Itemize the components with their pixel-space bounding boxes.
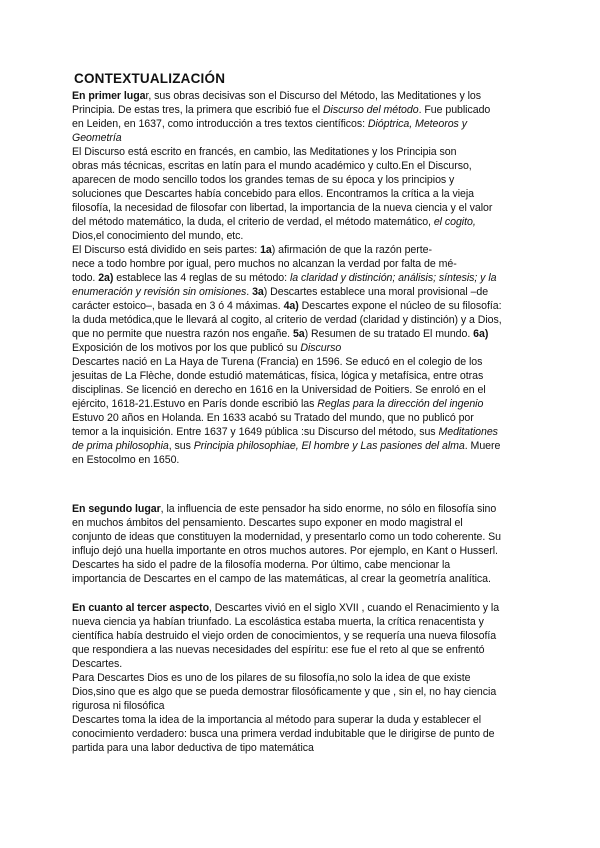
text-run: , Descartes vivió en el siglo XVII , cuando el Renacimiento y la <box>209 602 500 614</box>
paragraph-line: Descartes nació en La Haya de Turena (Francia) en 1596. Se educó en el colegio de los <box>72 356 483 368</box>
text-run: todo. <box>72 272 99 284</box>
text-run: Descartes expone el núcleo de su filosofía: <box>298 300 502 312</box>
paragraph-line <box>72 104 490 117</box>
text-run: temor a la inquisición. Entre 1637 y 1649 pública :su Discurso del método, sus <box>72 426 439 438</box>
italic-run: Dióptrica, Meteoros y <box>367 118 467 130</box>
paragraph-line: Dios,sino que es algo que se pueda demostrar filosóficamente y que , sin el, no hay ciencia <box>72 686 497 698</box>
paragraph-line: nece a todo hombre por igual, pero muchos no alcanzan la verdad por falta de mé- <box>72 258 457 270</box>
italic-run: Discurso <box>300 342 342 354</box>
italic-run: enumeración y revisión sin omisiones <box>72 286 247 298</box>
italic-run: Reglas para la dirección del ingenio <box>317 398 484 410</box>
paragraph-line <box>72 300 501 313</box>
bold-run: 1a <box>260 244 272 256</box>
paragraph-line: soluciones que Descartes había concebido para ellos. Encontramos la crítica a la vieja <box>72 188 475 200</box>
paragraph-line: conocimiento verdadero: busca una primera verdad indubitable que le dirigirse de punto de <box>72 728 495 740</box>
paragraph-line: jesuitas de La Flèche, donde estudió matemáticas, física, lógica y metafísica, entre otras <box>72 370 484 382</box>
paragraph-line: obras más técnicas, escritas en latín para el mundo académico y culto.En el Discurso, <box>72 160 472 172</box>
italic-run: Meditationes <box>438 426 498 438</box>
paragraph-line: filosofía, la necesidad de filosofar con libertad, la importancia de la nueva ciencia y el valor <box>72 202 493 214</box>
text-run: establece las 4 reglas de su método: <box>113 272 290 284</box>
bold-run: 6a) <box>473 328 489 340</box>
text-run: ) Descartes establece una moral provisional –de <box>263 286 489 298</box>
italic-run: el cogito, <box>433 216 476 228</box>
italic-run: Principia philosophiae, El hombre y Las pasiones del alma <box>193 440 465 452</box>
text-run: carácter estoico–, basada en 3 ó 4 máximas. <box>72 300 284 312</box>
paragraph-line: conjunto de ideas que constituyen la modernidad, y presentarlo como un todo coherente. Su <box>72 531 501 543</box>
paragraph-line <box>72 602 499 615</box>
paragraph-line: importancia de Descartes en el campo de las matemáticas, al crear la geometría analítica. <box>72 573 491 585</box>
text-run: . <box>246 286 253 298</box>
paragraph-line: rigurosa ni filosófica <box>72 700 165 712</box>
paragraph-line: disciplinas. Se licenció en derecho en 1616 en la Universidad de Poitiers. Se enroló en el <box>72 384 486 396</box>
paragraph-line: nueva ciencia ya habían triunfado. La escolástica estaba muerta, la crítica renacentista y <box>72 616 484 628</box>
bold-run: 4a) <box>283 300 299 312</box>
paragraph-line <box>72 426 498 439</box>
italic-run: de prima philosophia <box>72 440 169 452</box>
text-run: . Fue publicado <box>418 104 491 116</box>
paragraph-line: Descartes. <box>72 658 123 670</box>
paragraph-line <box>72 272 496 285</box>
text-run: . Muere <box>464 440 501 452</box>
paragraph-line: El Discurso está escrito en francés, en cambio, las Meditationes y los Principia son <box>72 146 457 158</box>
paragraph-line <box>72 503 496 516</box>
text-run: ) Resumen de su tratado El mundo. <box>304 328 474 340</box>
paragraph-line: Geometría <box>72 132 122 144</box>
paragraph-line <box>72 244 432 257</box>
text-run: Exposición de los motivos por los que publicó su <box>72 342 301 354</box>
paragraph-line: Para Descartes Dios es uno de los pilares de su filosofía,no solo la idea de que existe <box>72 672 471 684</box>
paragraph-line: aparecen de modo sencillo todos los grandes temas de su época y los principios y <box>72 174 455 186</box>
text-run: del método matemático, la duda, el criterio de verdad, el método matemático, <box>72 216 434 228</box>
text-run: en Leiden, en 1637, como introducción a tres textos científicos: <box>72 118 368 130</box>
paragraph-line <box>72 118 467 131</box>
paragraph-line: en muchos ámbitos del pensamiento. Descartes supo exponer en modo magistral el <box>72 517 463 529</box>
paragraph-line: Dios,el conocimiento del mundo, etc. <box>72 230 244 242</box>
text-run: ) afirmación de que la razón perte- <box>271 244 432 256</box>
paragraph-line: partida para una labor deductiva de tipo matemática <box>72 742 314 754</box>
bold-run: 5a <box>292 328 305 340</box>
italic-run: Discurso del método <box>322 104 419 116</box>
paragraph-line: en Estocolmo en 1650. <box>72 454 180 466</box>
paragraph-line <box>72 90 481 103</box>
bold-lead: En cuanto al tercer aspecto <box>72 602 210 614</box>
bold-run: 3a <box>252 286 264 298</box>
paragraph-line: científica había destruido el viejo orden de conocimientos, y se requería una nueva filosofía <box>72 630 497 642</box>
text-run: Principia. De estas tres, la primera que escribió fue el <box>72 104 323 116</box>
paragraph-line <box>72 342 341 355</box>
paragraph-line: que respondiera a las nuevas necesidades del espíritu: ese fue el reto al que se enfrentó <box>72 644 485 656</box>
text-run: que no permite que nuestra razón nos engañe. <box>72 328 293 340</box>
paragraph-line <box>72 440 500 453</box>
italic-run: la claridad y distinción; análisis; síntesis; y la <box>289 272 497 284</box>
bold-run: 2a) <box>98 272 114 284</box>
bold-lead: En primer luga <box>72 90 146 102</box>
text-run: r, sus obras decisivas son el Discurso del Método, las Meditationes y los <box>145 90 481 102</box>
bold-lead: En segundo lugar <box>72 503 161 515</box>
paragraph-line: influjo dejó una huella importante en otros muchos autores. Por ejemplo, en Kant o Husserl. <box>72 545 498 557</box>
text-run: , sus <box>168 440 194 452</box>
paragraph-line: Descartes toma la idea de la importancia al método para superar la duda y establecer el <box>72 714 482 726</box>
paragraph-line: la duda metódica,que le llevará al cogito, al criterio de verdad (claridad y distinción) y a Dios, <box>72 314 502 326</box>
paragraph-line <box>72 328 488 341</box>
text-run: El Discurso está dividido en seis partes: <box>72 244 261 256</box>
document-title: CONTEXTUALIZACIÓN <box>74 71 226 86</box>
paragraph-line: Estuvo 20 años en Holanda. En 1633 acabó su Tratado del mundo, que no publicó por <box>72 412 474 424</box>
paragraph-line <box>72 398 483 411</box>
paragraph-line <box>72 286 488 299</box>
paragraph-line <box>72 216 476 229</box>
text-run: ejército, 1618-21.Estuvo en París donde escribió las <box>72 398 318 410</box>
text-run: , la influencia de este pensador ha sido enorme, no sólo en filosofía sino <box>160 503 497 515</box>
paragraph-line: Descartes ha sido el padre de la filosofía moderna. Por último, cabe mencionar la <box>72 559 451 571</box>
